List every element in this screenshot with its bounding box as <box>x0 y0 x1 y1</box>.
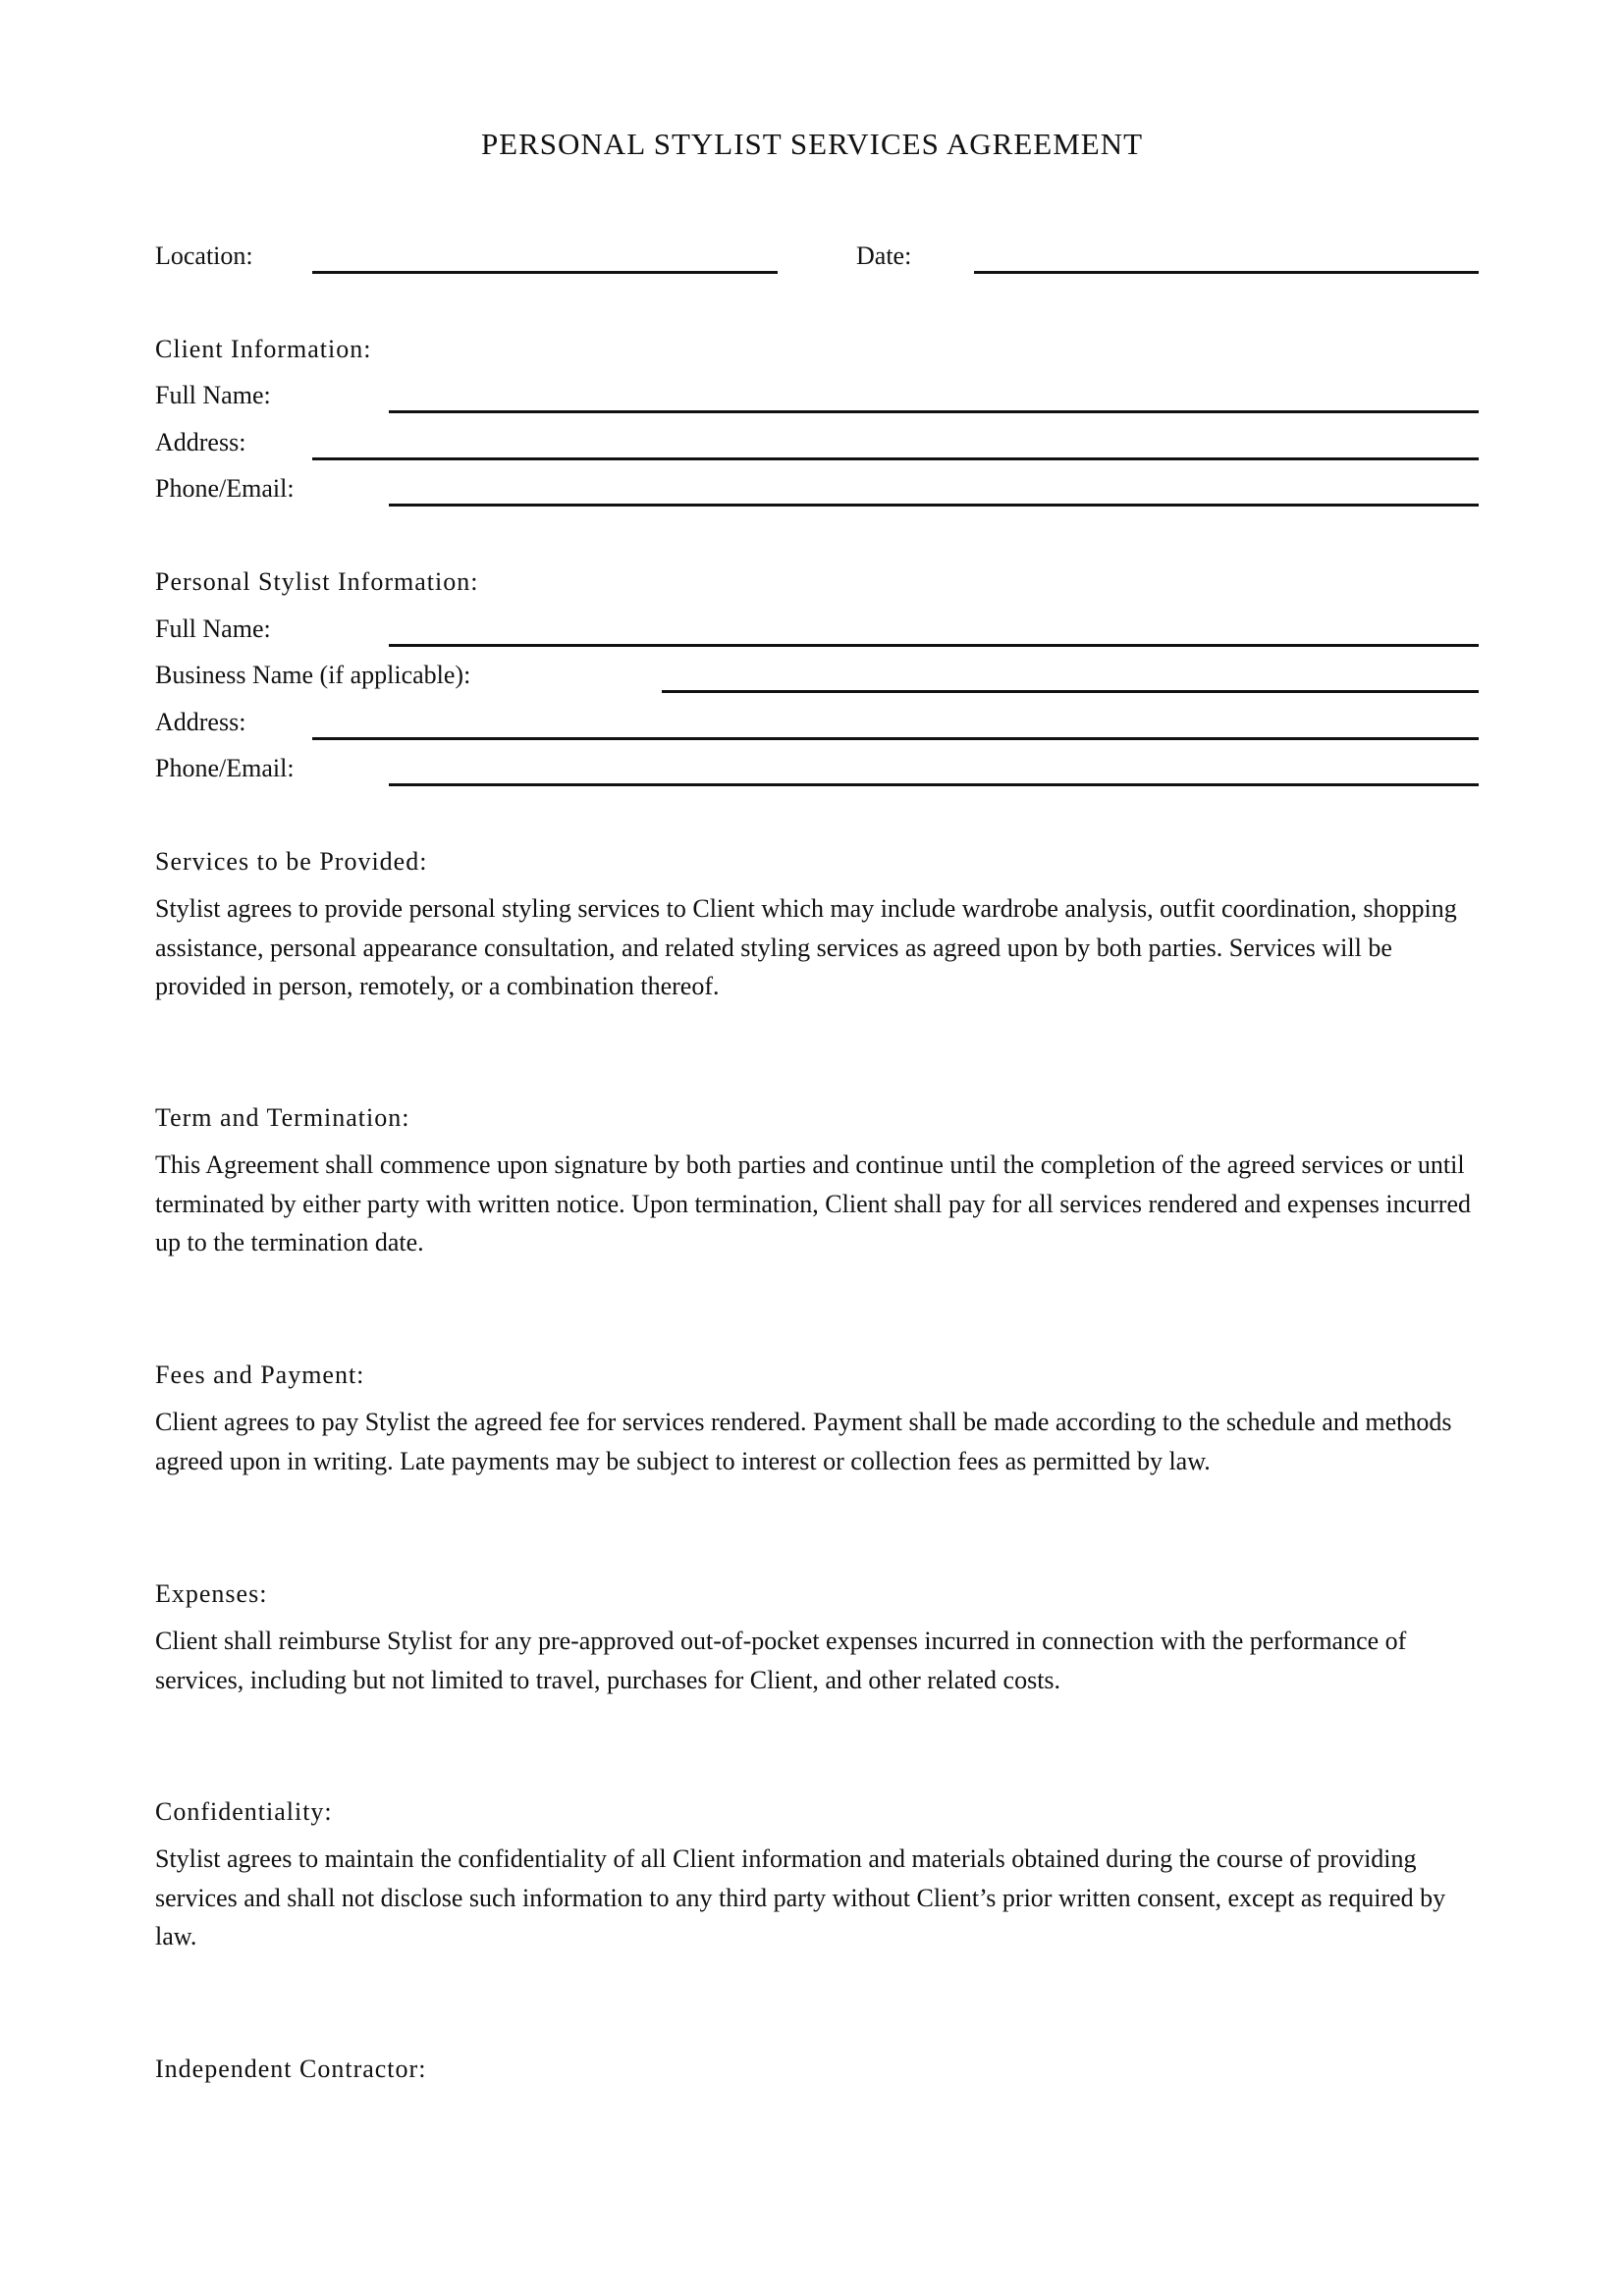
client-address-label: Address: <box>155 428 246 456</box>
document-title: PERSONAL STYLIST SERVICES AGREEMENT <box>480 127 1144 161</box>
stylist-address-label: Address: <box>155 708 246 736</box>
independent-contractor-heading: Independent Contractor: <box>155 2055 427 2083</box>
client-phone-email-underline <box>389 504 1479 507</box>
stylist-business-name-label: Business Name (if applicable): <box>155 661 471 689</box>
client-full-name-underline <box>389 410 1479 413</box>
stylist-address-underline <box>312 737 1479 740</box>
location-label: Location: <box>155 241 253 270</box>
stylist-phone-email-label: Phone/Email: <box>155 754 295 782</box>
term-termination-heading: Term and Termination: <box>155 1103 410 1132</box>
client-phone-email-field[interactable] <box>389 472 1479 506</box>
fees-payment-heading: Fees and Payment: <box>155 1361 365 1389</box>
stylist-phone-email-underline <box>389 783 1479 786</box>
term-termination-body: This Agreement shall commence upon signature by both parties and continue until the completion of the agreed services or until terminated by either party with written notice. Upon termination, Client shall pay for all services rendered and expenses incurred up to the termination date. <box>155 1150 1472 1256</box>
confidentiality-body: Stylist agrees to maintain the confidentiality of all Client information and materials obtained during the course of providing services and shall not disclose such information to any third party without Client’s prior written consent, except as required by law. <box>155 1844 1446 1950</box>
client-phone-email-label: Phone/Email: <box>155 474 295 503</box>
client-full-name-field[interactable] <box>389 379 1479 412</box>
client-full-name-label: Full Name: <box>155 381 271 409</box>
expenses-body: Client shall reimburse Stylist for any pre-approved out-of-pocket expenses incurred in connection with the performance of services, including but not limited to travel, purchases for Client, and other related costs. <box>155 1627 1407 1694</box>
confidentiality-heading: Confidentiality: <box>155 1797 333 1826</box>
date-label: Date: <box>856 241 912 270</box>
stylist-full-name-label: Full Name: <box>155 614 271 643</box>
date-underline <box>974 271 1479 274</box>
location-field[interactable] <box>312 240 778 273</box>
client-address-field[interactable] <box>312 426 1479 459</box>
services-heading: Services to be Provided: <box>155 847 428 876</box>
expenses-heading: Expenses: <box>155 1579 268 1608</box>
client-address-underline <box>312 457 1479 460</box>
stylist-info-heading: Personal Stylist Information: <box>155 567 479 596</box>
services-body: Stylist agrees to provide personal styling services to Client which may include wardrobe analysis, outfit coordination, shopping assistance, personal appearance consultation, and related styling services as agreed upon by both parties. Services will be provided in person, remotely, or a combination thereof. <box>155 894 1457 1000</box>
stylist-business-name-field[interactable] <box>662 659 1479 692</box>
stylist-full-name-underline <box>389 644 1479 647</box>
location-underline <box>312 271 778 274</box>
stylist-address-field[interactable] <box>312 706 1479 739</box>
stylist-phone-email-field[interactable] <box>389 752 1479 785</box>
stylist-business-name-underline <box>662 690 1479 693</box>
stylist-full-name-field[interactable] <box>389 613 1479 646</box>
date-field[interactable] <box>974 240 1479 273</box>
client-info-heading: Client Information: <box>155 335 372 363</box>
fees-payment-body: Client agrees to pay Stylist the agreed fee for services rendered. Payment shall be made according to the schedule and methods agreed upon in writing. Late payments may be subject to interest or collection fees as permitted by law. <box>155 1408 1452 1475</box>
